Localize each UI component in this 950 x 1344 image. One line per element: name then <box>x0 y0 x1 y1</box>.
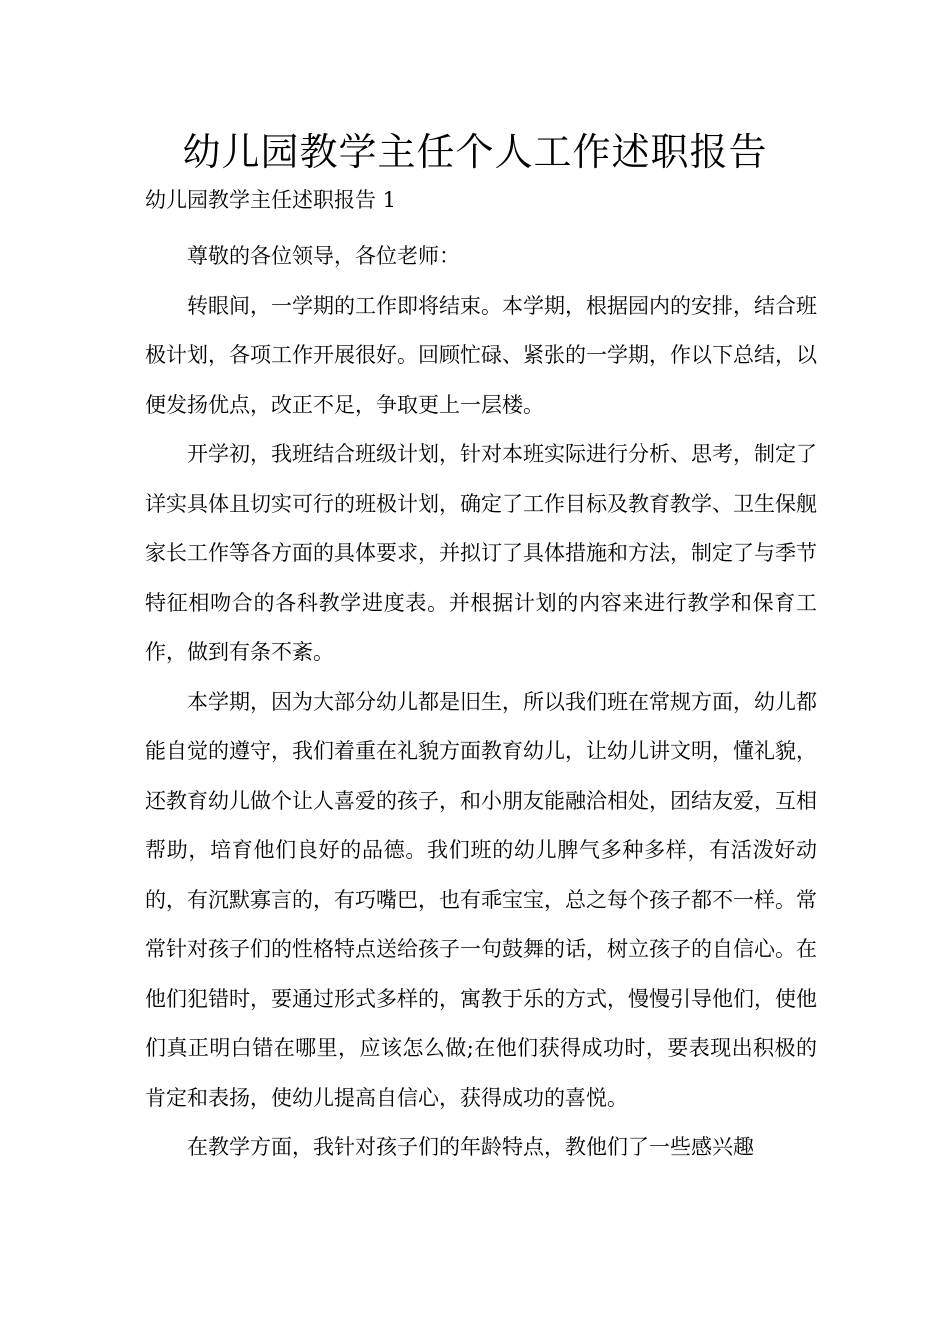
paragraph: 在教学方面，我针对孩子们的年龄特点，教他们了一些感兴趣 <box>187 1135 754 1159</box>
paragraph: 开学初，我班结合班级计划，针对本班实际进行分析、思考，制定了详实具体且切实可行的班极计划，确定了工作目标及教育教学、卫生保舰家长工作等各方面的具体要求，并拟订了具体措施和方法，制定了与季节特征相吻合的各科教学进度表。并根据计划的内容来进行教学和保育工作，做到有条不紊。 <box>145 442 817 664</box>
document-title: 幼儿园教学主任个人工作述职报告 <box>182 130 768 174</box>
paragraph-greeting: 尊敬的各位领导，各位老师： <box>187 244 460 268</box>
document-body <box>145 232 817 1173</box>
document-subtitle: 幼儿园教学主任述职报告 1 <box>145 188 397 212</box>
paragraph: 转眼间，一学期的工作即将结束。本学期，根据园内的安排，结合班极计划，各项工作开展很好。回顾忙碌、紧张的一学期，作以下总结，以便发扬优点，改正不足，争取更上一层楼。 <box>145 293 817 417</box>
paragraph: 本学期，因为大部分幼儿都是旧生，所以我们班在常规方面，幼儿都能自觉的遵守，我们着重在礼貌方面教育幼儿，让幼儿讲文明，懂礼貌，还教育幼儿做个让人喜爱的孩子，和小朋友能融洽相处，团结友爱，互相帮助，培育他们良好的品德。我们班的幼儿脾气多种多样，有活泼好动的，有沉默寡言的，有巧嘴巴，也有乖宝宝，总之每个孩子都不一样。常常针对孩子们的性格特点送给孩子一句鼓舞的话，树立孩子的自信心。在他们犯错时，要通过形式多样的，寓教于乐的方式，慢慢引导他们，使他们真正明白错在哪里，应该怎么做;在他们获得成功时，要表现出积极的肯定和表扬，使幼儿提高自信心，获得成功的喜悦。 <box>145 689 817 1110</box>
